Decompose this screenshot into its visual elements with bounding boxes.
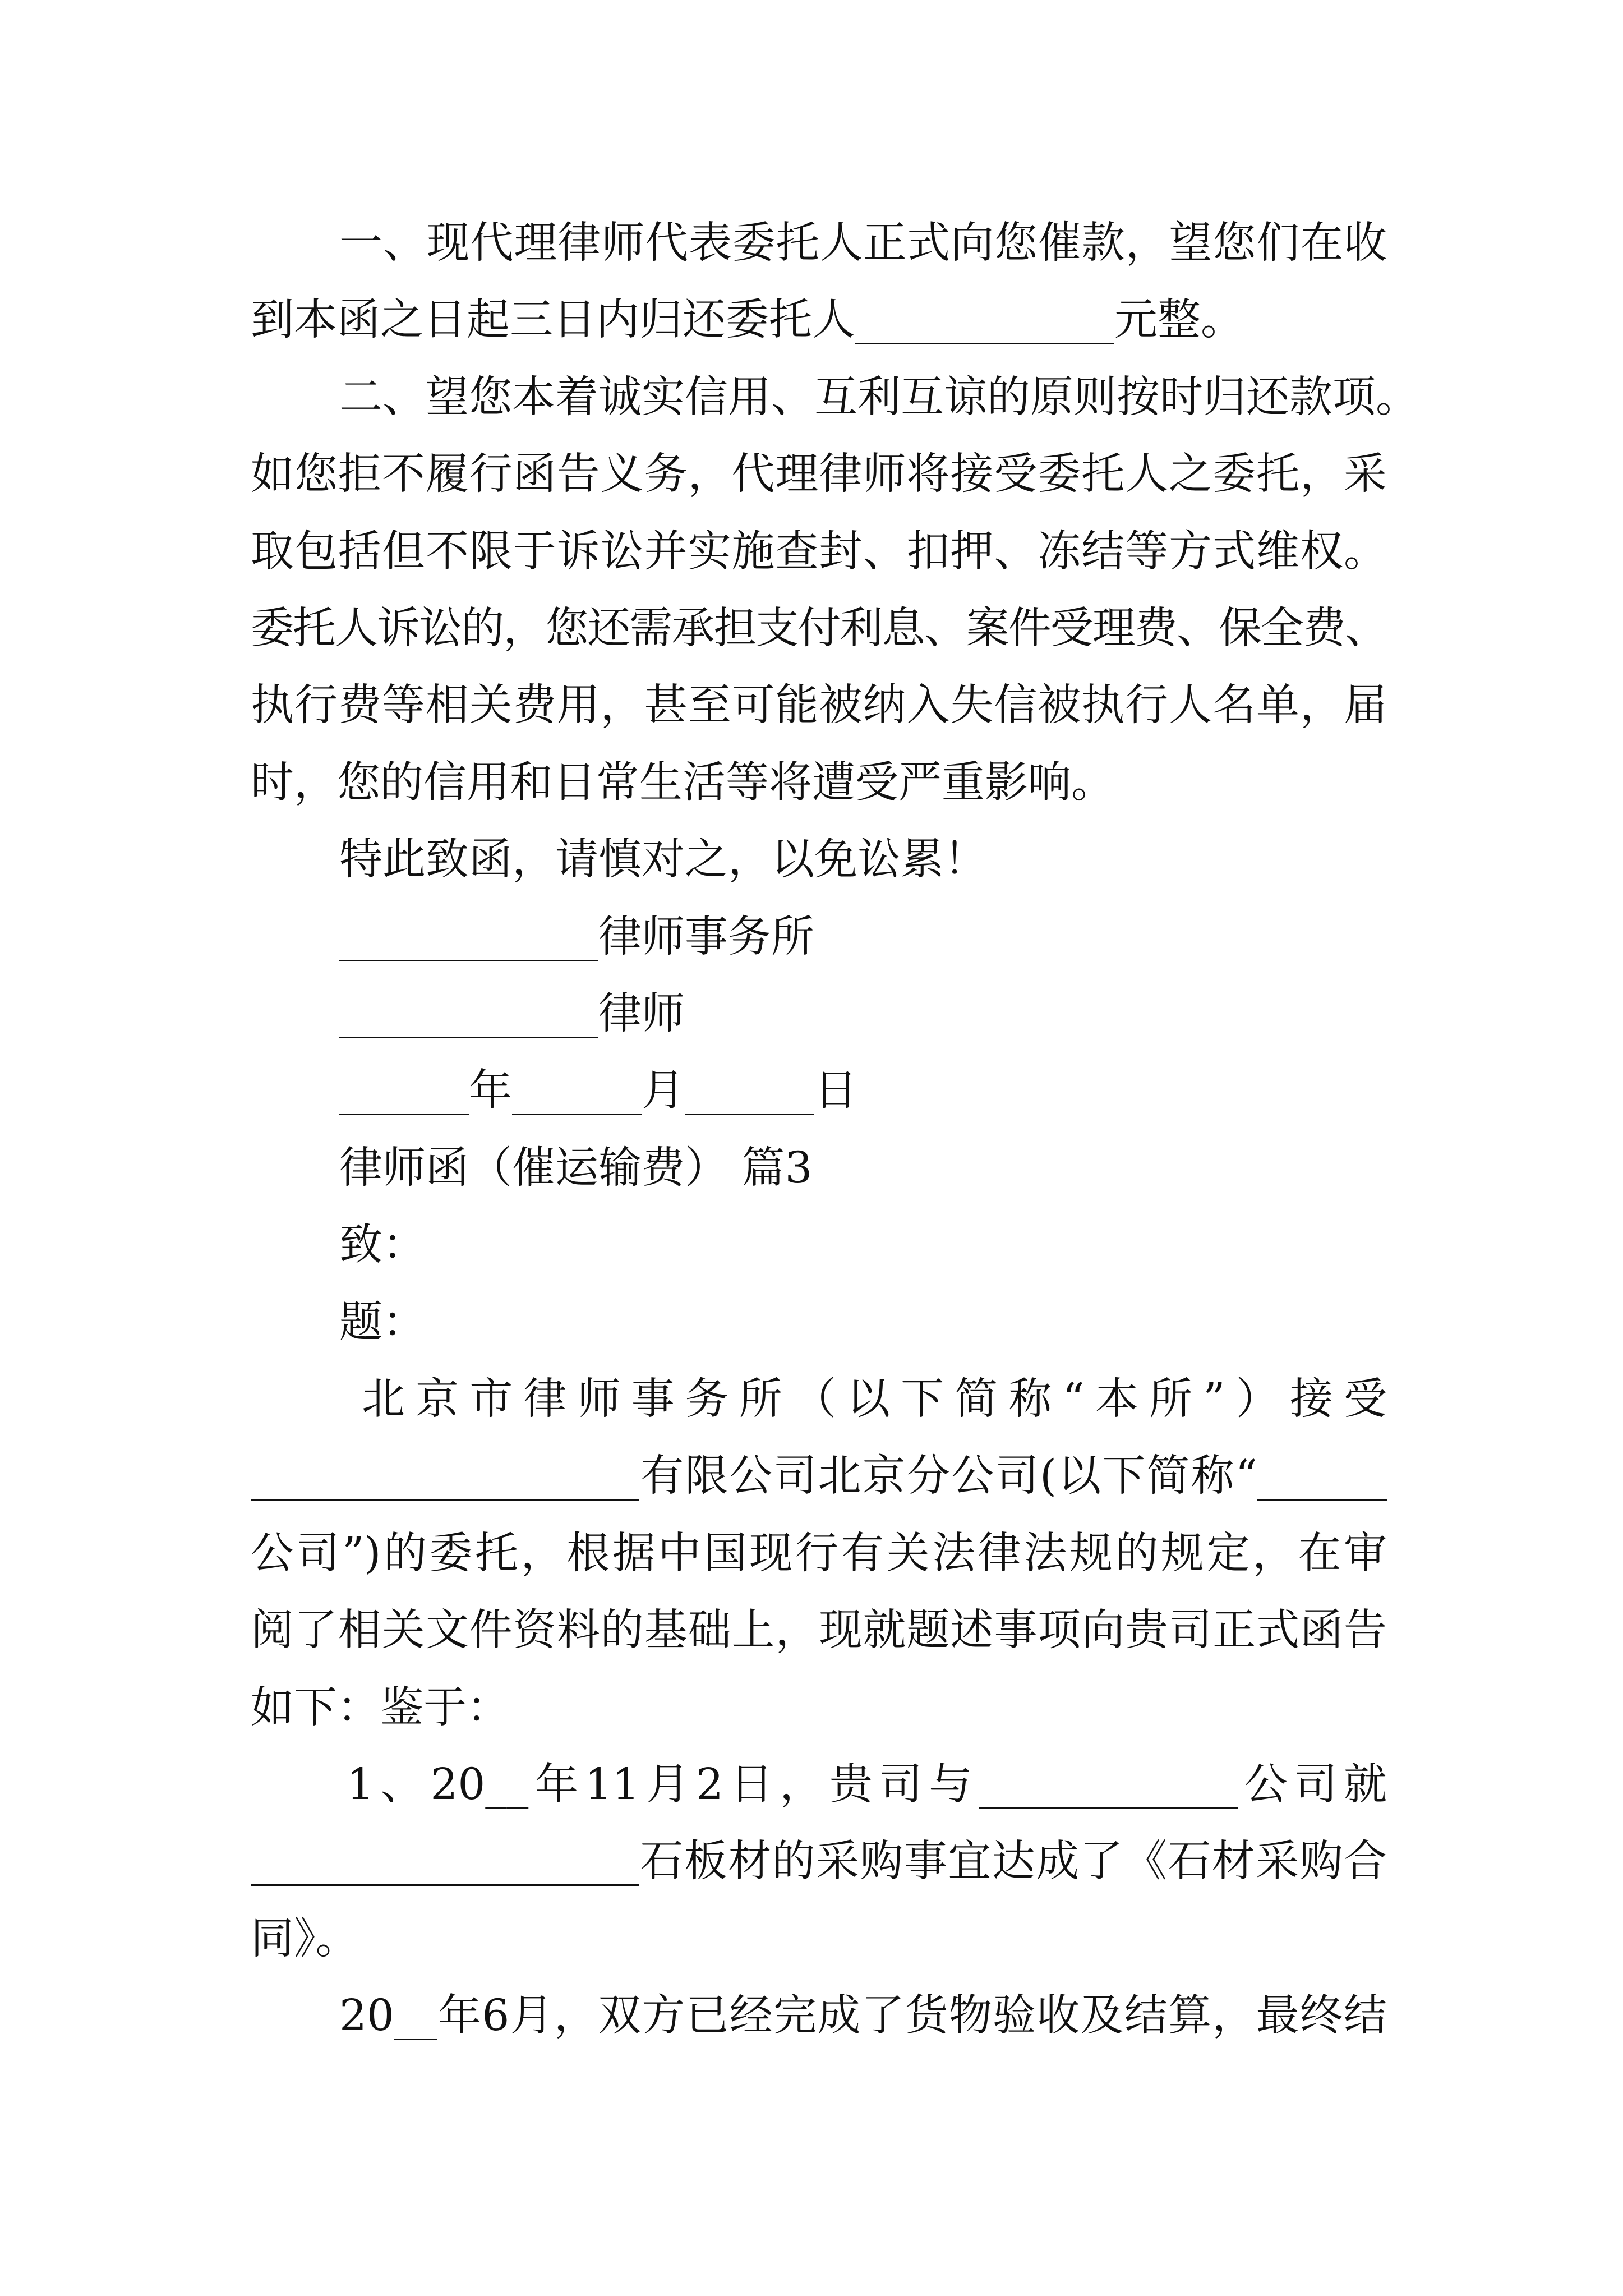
text-line: 特此致函，请慎对之，以免讼累！ (339, 835, 987, 885)
text-line: 1、20__年11月2日，贵司与____________公司就 (347, 1760, 1387, 1810)
text-line: 如您拒不履行函告义务，代理律师将接受委托人之委托，采 (251, 449, 1387, 499)
section-heading: 律师函（催运输费） 篇3 (339, 1143, 813, 1193)
text-line: 公司”)的委托，根据中国现行有关法律法规的规定，在审 (251, 1529, 1387, 1579)
text-line: 20__年6月，双方已经完成了货物验收及结算，最终结 (339, 1991, 1387, 2041)
text-line: 阅了相关文件资料的基础上，现就题述事项向贵司正式函告 (251, 1605, 1387, 1655)
text-line: 同》。 (251, 1914, 359, 1964)
text-line: __________________有限公司北京分公司(以下简称“______ (251, 1451, 1387, 1501)
text-line: 一、现代理律师代表委托人正式向您催款，望您们在收 (339, 218, 1387, 268)
text-line: 到本函之日起三日内归还委托人____________元整。 (251, 295, 1244, 345)
signature-firm-line: ____________律师事务所 (339, 912, 814, 962)
signature-lawyer-line: ____________律师 (339, 989, 685, 1039)
text-line: 取包括但不限于诉讼并实施查封、扣押、冻结等方式维权。 (251, 527, 1387, 577)
date-line: ______年______月______日 (339, 1066, 857, 1116)
text-line: __________________石板材的采购事宜达成了《石材采购合 (251, 1837, 1387, 1887)
text-line: 二、望您本着诚实信用、互利互谅的原则按时归还款项。 (339, 372, 1419, 422)
text-line: 如下：鉴于： (251, 1683, 510, 1733)
text-line: 执行费等相关费用，甚至可能被纳入失信被执行人名单，届 (251, 680, 1387, 730)
recipient-label: 致： (339, 1220, 426, 1270)
text-line: 委托人诉讼的，您还需承担支付利息、案件受理费、保全费、 (251, 604, 1387, 654)
text-line: 北京市律师事务所（以下简称“本所”）接受 (362, 1374, 1387, 1424)
subject-label: 题： (339, 1297, 426, 1347)
text-line: 时，您的信用和日常生活等将遭受严重影响。 (251, 758, 1114, 808)
